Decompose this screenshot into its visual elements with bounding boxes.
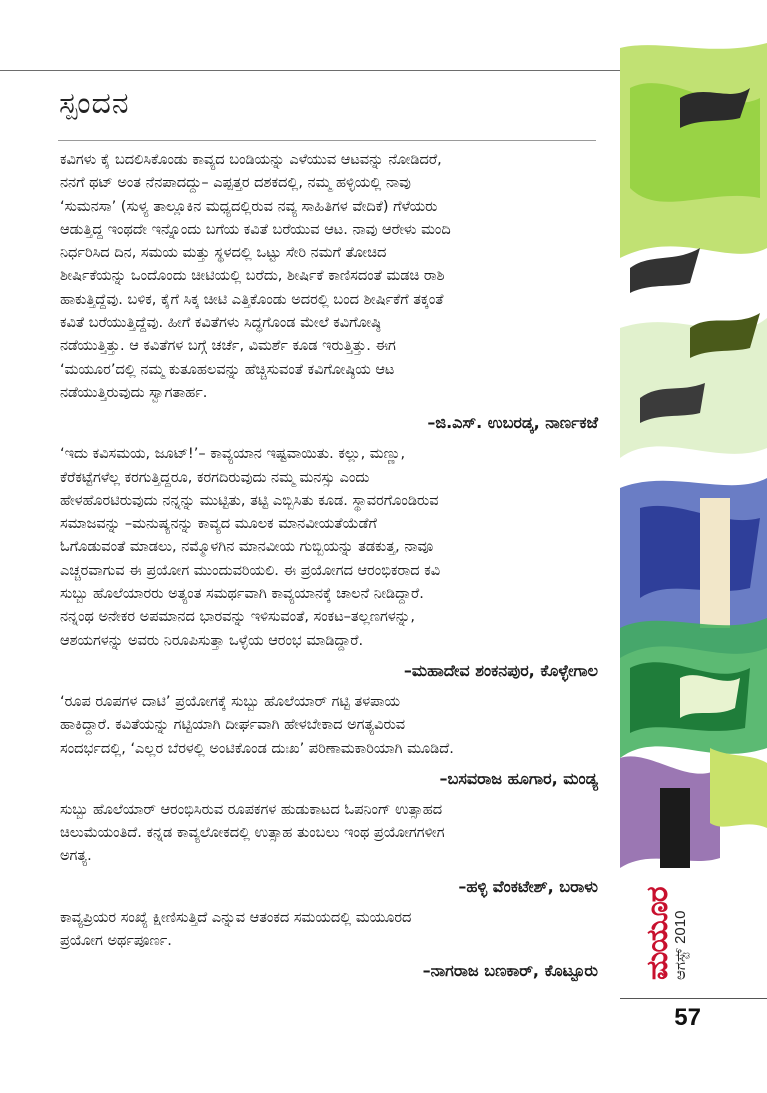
line: ಕವಿಗಳು ಕೈ ಬದಲಿಸಿಕೊಂಡು ಕಾವ್ಯದ ಬಂಡಿಯನ್ನು ಎಳೆಯುವ ಆಟವನ್ನು ನೋಡಿದರೆ,	[60, 152, 442, 168]
line: ‘ಮಯೂರ’ದಲ್ಲಿ ನಮ್ಮ ಕುತೂಹಲವನ್ನು ಹೆಚ್ಚಿಸುವಂತೆ ಕವಿಗೋಷ್ಠಿಯ ಆಟ	[60, 361, 395, 378]
letter-body	[60, 907, 598, 954]
line: ಪ್ರಯೋಗ ಅರ್ಥಪೂರ್ಣ.	[60, 933, 172, 950]
letters-column	[60, 149, 598, 991]
line: ಚಿಲುಮೆಯಂತಿದೆ. ಕನ್ನಡ ಕಾವ್ಯಲೋಕದಲ್ಲಿ ಉತ್ಸಾಹ ತುಂಬಲು ಇಂಥ ಪ್ರಯೋಗಗಳೀಗ	[60, 825, 445, 842]
line: ಕವಿತೆ ಬರೆಯುತ್ತಿದ್ದೆವು. ಹೀಗೆ ಕವಿತೆಗಳು ಸಿದ್ಧಗೊಂಡ ಮೇಲೆ ಕವಿಗೋಷ್ಠಿ	[60, 315, 381, 332]
line: ಎಚ್ಚರವಾಗುವ ಈ ಪ್ರಯೋಗ ಮುಂದುವರಿಯಲಿ. ಈ ಪ್ರಯೋಗದ ಆರಂಭಿಕರಾದ ಕವಿ	[60, 562, 441, 579]
line: ‘ಇದು ಕವಿಸಮಯ, ಜೂಟ್!’– ಕಾವ್ಯಯಾನ ಇಷ್ಟವಾಯಿತು. ಕಲ್ಲು, ಮಣ್ಣು,	[60, 446, 406, 463]
line: ಕಾವ್ಯಪ್ರಿಯರ ಸಂಖ್ಯೆ ಕ್ಷೀಣಿಸುತ್ತಿದೆ ಎನ್ನುವ ಆತಂಕದ ಸಮಯದಲ್ಲಿ ಮಯೂರದ	[60, 909, 412, 926]
page-number: 57	[674, 1004, 701, 1031]
line: ಸಂದರ್ಭದಲ್ಲಿ, ‘ಎಲ್ಲರ ಬೆರಳಲ್ಲಿ ಅಂಟಿಕೊಂಡ ದುಃಖ’ ಪರಿಣಾಮಕಾರಿಯಾಗಿ ಮೂಡಿದೆ.	[60, 740, 454, 757]
letter-author: –ಬಸವರಾಜ ಹೂಗಾರ, ಮಂಡ್ಯ	[439, 768, 598, 788]
line: ಹಾಕಿದ್ದಾರೆ. ಕವಿತೆಯನ್ನು ಗಟ್ಟಿಯಾಗಿ ದೀರ್ಘವಾಗಿ ಹೇಳಬೇಕಾದ ಅಗತ್ಯವಿರುವ	[60, 717, 406, 734]
line: ‘ರೂಪ ರೂಪಗಳ ದಾಟಿ’ ಪ್ರಯೋಗಕ್ಕೆ ಸುಬ್ಬು ಹೊಲೆಯಾರ್ ಗಟ್ಟಿ ತಳಪಾಯ	[60, 693, 401, 710]
line: ನಿರ್ಧರಿಸಿದ ದಿನ, ಸಮಯ ಮತ್ತು ಸ್ಥಳದಲ್ಲಿ ಒಟ್ಟು ಸೇರಿ ನಮಗೆ ತೋಚಿದ	[60, 245, 387, 262]
line: ಸುಬ್ಬು ಹೊಲೆಯಾರ್ ಆರಂಭಿಸಿರುವ ರೂಪಕಗಳ ಹುಡುಕಾಟದ ಓಪನಿಂಗ್ ಉತ್ಸಾಹದ	[60, 801, 443, 818]
line: ನಡೆಯುತ್ತಿತ್ತು. ಆ ಕವಿತೆಗಳ ಬಗ್ಗೆ ಚರ್ಚೆ, ವಿಮರ್ಶೆ ಕೂಡ ಇರುತ್ತಿತ್ತು. ಈಗ	[60, 338, 396, 355]
letter	[60, 799, 598, 899]
line: ಹೇಳಹೊರಟಿರುವುದು ನನ್ನನ್ನು ಮುಟ್ಟಿತು, ತಟ್ಟಿ ಎಬ್ಬಿಸಿತು ಕೂಡ. ಸ್ಥಾವರಗೊಂಡಿರುವ	[60, 492, 439, 509]
line: ಸುಬ್ಬು ಹೊಲೆಯಾರರು ಅತ್ಯಂತ ಸಮರ್ಥವಾಗಿ ಕಾವ್ಯಯಾನಕ್ಕೆ ಚಾಲನೆ ನೀಡಿದ್ದಾರೆ.	[60, 586, 424, 603]
line: ನನಗೆ ಥಟ್ ಅಂತ ನೆನಪಾದದ್ದು– ಎಪ್ಪತ್ತರ ದಶಕದಲ್ಲಿ, ನಮ್ಮ ಹಳ್ಳಿಯಲ್ಲಿ ನಾವು	[60, 175, 411, 192]
letter	[60, 443, 598, 683]
footer-rule	[620, 998, 767, 999]
line: ನನ್ನಂಥ ಅನೇಕರ ಅಪಮಾನದ ಭಾರವನ್ನು ಇಳಿಸುವಂತೆ, ಸಂಕಟ–ತಲ್ಲಣಗಳನ್ನು,	[60, 609, 415, 626]
line: ‘ಸುಮನಸಾ’ (ಸುಳ್ಯ ತಾಲ್ಲೂಕಿನ ಮಧ್ಯದಲ್ಲಿರುವ ನವ್ಯ ಸಾಹಿತಿಗಳ ವೇದಿಕೆ) ಗೆಳೆಯರು	[60, 198, 438, 215]
letter-author: –ಹಳ್ಳಿ ವೆಂಕಟೇಶ್, ಬರಾಳು	[458, 876, 598, 896]
letter-body	[60, 149, 598, 405]
letter-body	[60, 799, 598, 869]
letter-author: –ಜಿ.ಎಸ್. ಉಬರಡ್ಕ, ನಾರ್ಣಕಜೆ	[427, 413, 598, 433]
page-title: ಸ್ಪಂದನ	[59, 86, 130, 121]
line: ಅಗತ್ಯ.	[60, 848, 92, 865]
decorative-artwork	[620, 28, 767, 1000]
line: ನಡೆಯುತ್ತಿರುವುದು ಸ್ವಾಗತಾರ್ಹ.	[60, 384, 208, 401]
issue-date: ಆಗಸ್ಟ್ 2010	[672, 910, 689, 980]
letter	[60, 149, 598, 435]
letter-body	[60, 443, 598, 653]
letter-body	[60, 691, 598, 761]
line: ಆಶಯಗಳನ್ನು ಅವರು ನಿರೂಪಿಸುತ್ತಾ ಒಳ್ಳೆಯ ಆರಂಭ ಮಾಡಿದ್ದಾರೆ.	[60, 632, 364, 649]
title-divider	[58, 140, 596, 141]
line: ಕೆರೆಕಟ್ಟೆಗಳೆಲ್ಲ ಕರಗುತ್ತಿದ್ದರೂ, ಕರಗದಿರುವುದು ನಮ್ಮ ಮನಸ್ಸು ಎಂದು	[60, 469, 370, 486]
letter-author: –ನಾಗರಾಜ ಬಣಕಾರ್, ಕೊಟ್ಟೂರು	[422, 961, 598, 981]
line: ಆಡುತ್ತಿದ್ದ ಇಂಥದೇ ಇನ್ನೊಂದು ಬಗೆಯ ಕವಿತೆ ಬರೆಯುವ ಆಟ. ನಾವು ಆರೇಳು ಮಂದಿ	[60, 221, 451, 238]
letter-author: –ಮಹಾದೇವ ಶಂಕನಪುರ, ಕೊಳ್ಳೇಗಾಲ	[403, 660, 598, 680]
magazine-logo: ಮಯೂರ	[640, 887, 675, 980]
letter	[60, 691, 598, 791]
letter	[60, 907, 598, 984]
line: ಓಗೊಡುವಂತೆ ಮಾಡಲು, ನಮ್ಮೊಳಗಿನ ಮಾನವೀಯ ಗುಬ್ಬಿಯನ್ನು ತಡಕುತ್ತ, ನಾವೂ	[60, 539, 434, 556]
line: ಹಾಕುತ್ತಿದ್ದೆವು. ಬಳಿಕ, ಕೈಗೆ ಸಿಕ್ಕ ಚೀಟಿ ಎತ್ತಿಕೊಂಡು ಅದರಲ್ಲಿ ಬಂದ ಶೀರ್ಷಿಕೆಗೆ ತಕ್ಕಂತೆ	[60, 291, 444, 308]
line: ಶೀರ್ಷಿಕೆಯನ್ನು ಒಂದೊಂದು ಚೀಟಿಯಲ್ಲಿ ಬರೆದು, ಶೀರ್ಷಿಕೆ ಕಾಣಿಸದಂತೆ ಮಡಚಿ ರಾಶಿ	[60, 268, 445, 285]
line: ಸಮಾಜವನ್ನು –ಮನುಷ್ಯನನ್ನು ಕಾವ್ಯದ ಮೂಲಕ ಮಾನವೀಯತೆಯೆಡೆಗೆ	[60, 516, 377, 533]
